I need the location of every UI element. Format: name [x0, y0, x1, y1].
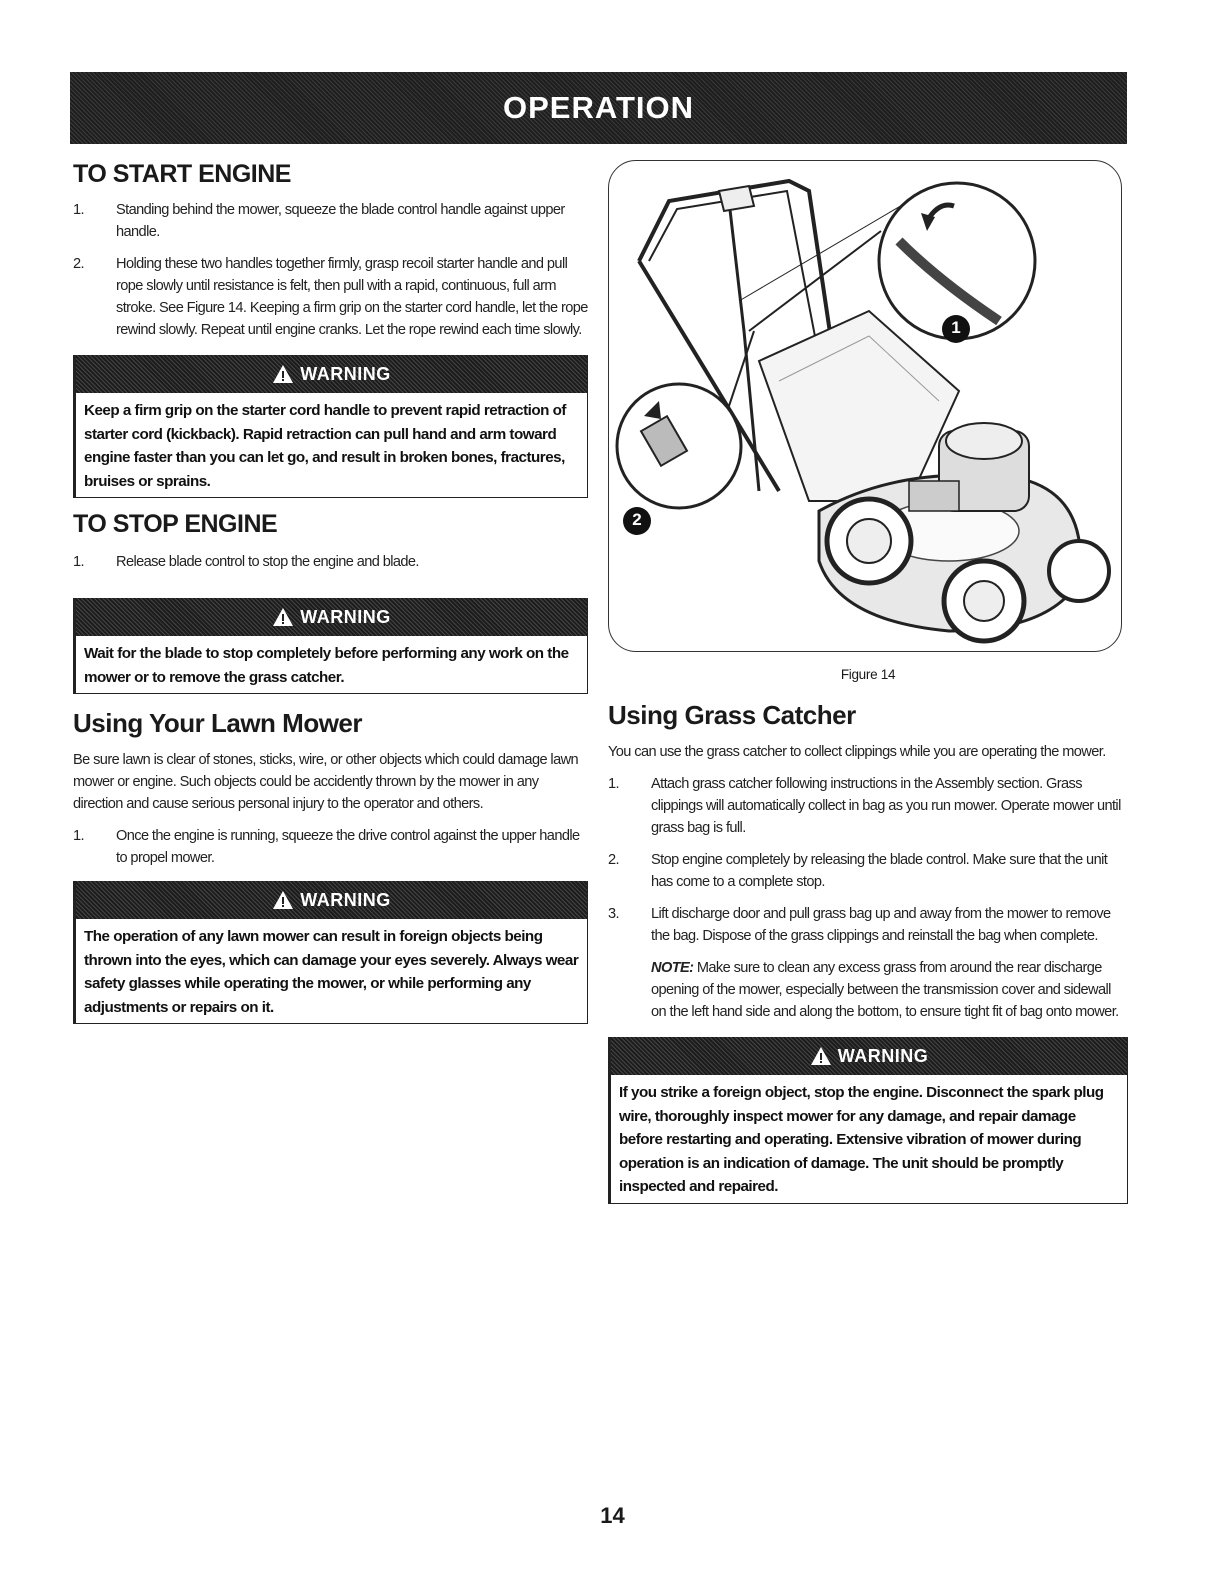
start-engine-steps: [73, 199, 588, 341]
list-item: [608, 773, 1128, 839]
step-text: Lift discharge door and pull grass bag up and away from the mower to remove the bag. Dispose of the grass clippings and reinstall the bag when complete.: [651, 906, 1111, 944]
list-item: [73, 199, 588, 243]
warning-label: WARNING: [300, 889, 391, 910]
warning-header: [76, 598, 587, 636]
banner-title: OPERATION: [503, 90, 694, 125]
list-item: [73, 253, 588, 341]
step-number: 2.: [73, 256, 84, 272]
list-item: [73, 825, 588, 869]
step-text: Standing behind the mower, squeeze the blade control handle against upper handle.: [116, 202, 565, 240]
note-text: Make sure to clean any excess grass from around the rear discharge opening of the mower, especially between the transmission cover and sidewall on the left hand side and along the bottom, to ensure tight fit of bag onto mower.: [651, 960, 1119, 1020]
section-banner: [70, 72, 1127, 144]
warning-text: Keep a firm grip on the starter cord handle to prevent rapid retraction of starter cord (kickback). Rapid retraction can pull hand and arm toward engine faster than you can let go, and result in broken bones, fractures, bruises or sprains.: [84, 402, 566, 490]
step-number: 3.: [608, 906, 619, 922]
step-text: Holding these two handles together firmly, grasp recoil starter handle and pull rope slowly until resistance is felt, then pull with a rapid, continuous, full arm stroke. See Figure 14. Keeping a firm grip on the starter cord handle, let the rope rewind slowly. Repeat until engine cranks. Let the rope rewind each time slowly.: [116, 256, 588, 338]
step-text: Release blade control to stop the engine and blade.: [116, 554, 419, 570]
step-text: Attach grass catcher following instructions in the Assembly section. Grass clippings will automatically collect in bag as you run mower. Operate mower until grass bag is full.: [651, 776, 1121, 836]
right-column: [608, 160, 1128, 1204]
warning-box-blade-stop: [73, 598, 588, 694]
grass-catcher-steps: [608, 773, 1128, 947]
callout-2: 2: [632, 510, 642, 529]
warning-label: WARNING: [837, 1045, 929, 1066]
grass-catcher-intro: You can use the grass catcher to collect clippings while you are operating the mower.: [608, 744, 1106, 760]
lawn-mower-illustration: [609, 161, 1121, 651]
warning-triangle-icon: [272, 607, 294, 627]
warning-label: WARNING: [300, 363, 391, 384]
note-label: NOTE:: [651, 960, 694, 976]
callout-1: 1: [951, 318, 961, 337]
step-number: 1.: [73, 554, 84, 570]
step-text: Once the engine is running, squeeze the drive control against the upper handle to propel mower.: [116, 828, 580, 866]
left-column: [73, 160, 588, 1024]
warning-box-foreign-object: [608, 1037, 1128, 1204]
step-number: 1.: [73, 202, 84, 218]
stop-engine-heading: TO STOP ENGINE: [73, 510, 278, 538]
warning-label: WARNING: [300, 606, 391, 627]
step-text: Stop engine completely by releasing the blade control. Make sure that the unit has come to a complete stop.: [651, 852, 1108, 890]
step-number: 1.: [73, 828, 84, 844]
list-item: [608, 849, 1128, 893]
warning-header: [611, 1037, 1127, 1075]
step-number: 2.: [608, 852, 619, 868]
warning-box-safety-glasses: [73, 881, 588, 1024]
warning-triangle-icon: [810, 1046, 832, 1066]
page-number: 14: [600, 1503, 625, 1528]
warning-box-kickback: [73, 355, 588, 498]
figure-caption: Figure 14: [840, 667, 896, 682]
figure-14-illustration: [608, 160, 1122, 652]
start-engine-heading: TO START ENGINE: [73, 160, 291, 188]
stop-engine-steps: [73, 551, 588, 573]
list-item: [73, 551, 588, 573]
warning-triangle-icon: [272, 890, 294, 910]
warning-header: [76, 355, 587, 393]
using-mower-intro: Be sure lawn is clear of stones, sticks, wire, or other objects which could damage lawn mower or engine. Such objects could be accidently thrown by the mower in any direction and cause serious personal injury to the operator and others.: [73, 752, 579, 812]
warning-text: If you strike a foreign object, stop the engine. Disconnect the spark plug wire, thoroughly inspect mower for any damage, and repair damage before restarting and operating. Extensive vibration of mower during operation is an indication of damage. The unit should be promptly inspected and repaired.: [619, 1084, 1104, 1195]
using-mower-heading: Using Your Lawn Mower: [73, 708, 363, 738]
grass-catcher-heading: Using Grass Catcher: [608, 700, 856, 730]
warning-text: Wait for the blade to stop completely before performing any work on the mower or to remove the grass catcher.: [84, 645, 569, 686]
warning-header: [76, 881, 587, 919]
grass-catcher-note: [608, 957, 1128, 1023]
warning-triangle-icon: [272, 364, 294, 384]
step-number: 1.: [608, 776, 619, 792]
using-mower-steps: [73, 825, 588, 869]
warning-text: The operation of any lawn mower can result in foreign objects being thrown into the eyes, which can damage your eyes severely. Always wear safety glasses while operating the mower, or while performing any adjustments or repairs on it.: [84, 928, 579, 1016]
list-item: [608, 903, 1128, 947]
